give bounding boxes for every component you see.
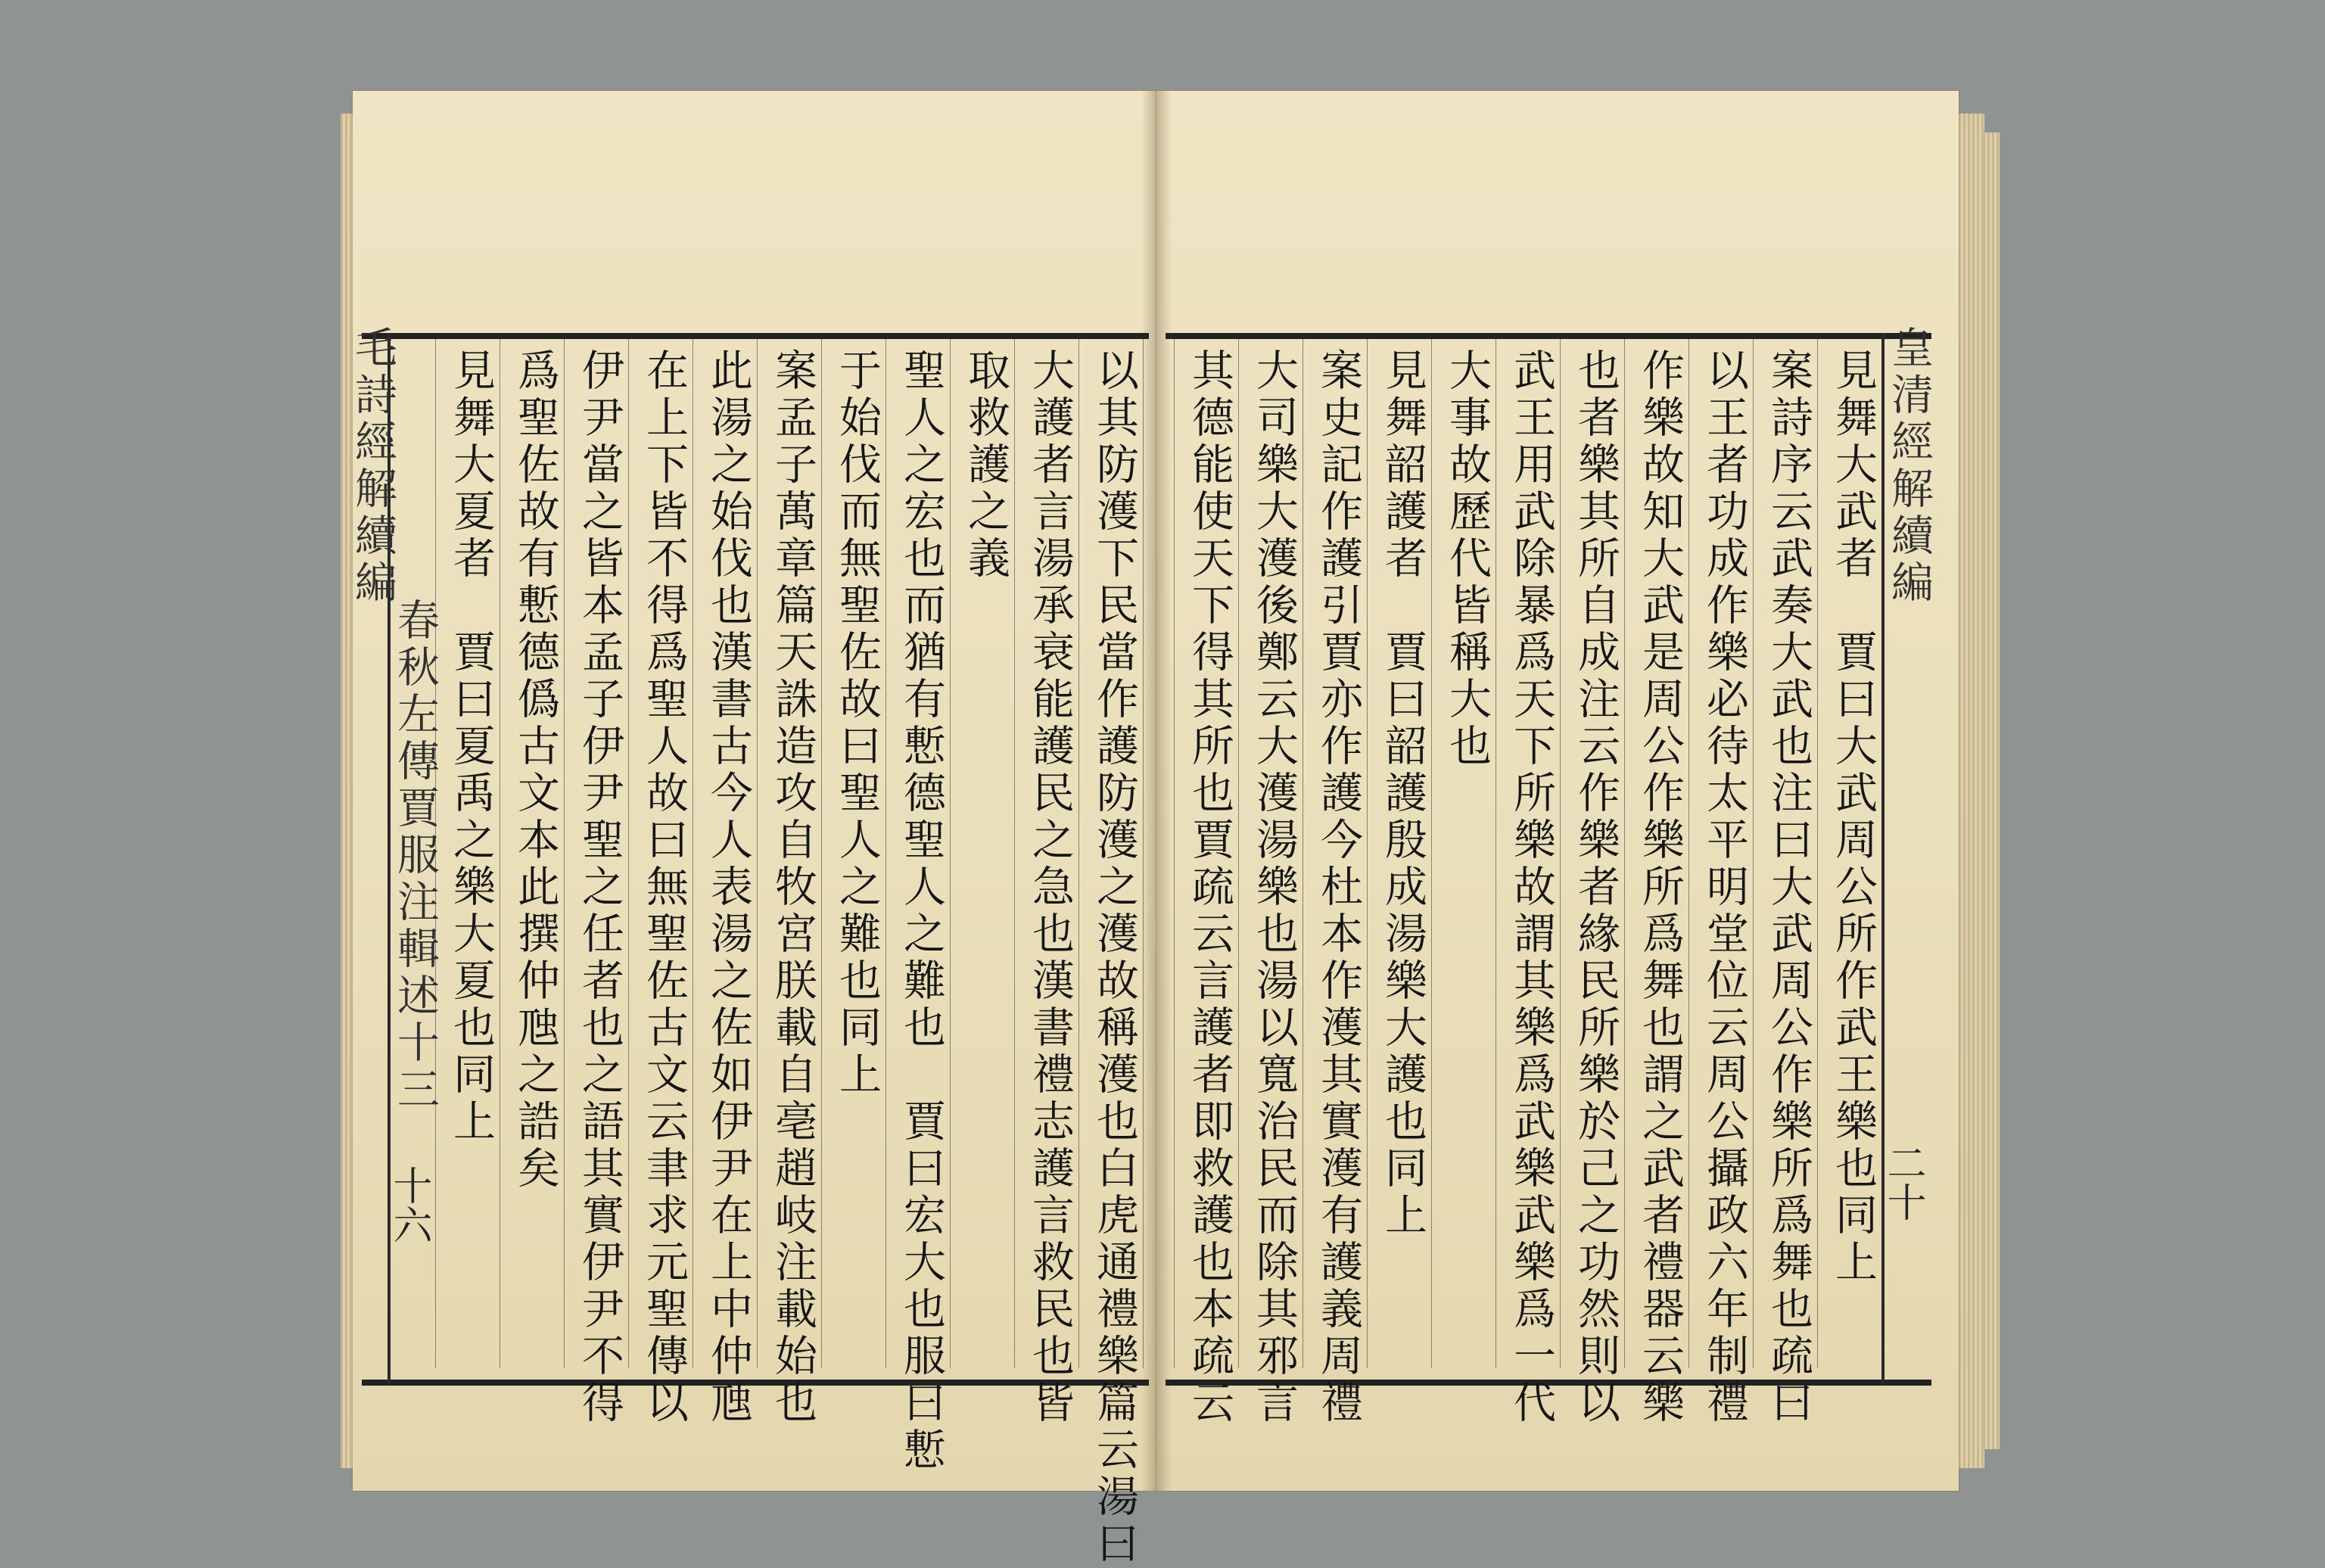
left-text-column: 爲聖佐故有慙德僞古文本此撰仲虺之誥矣 (511, 348, 560, 1193)
left-text-column: 于始伐而無聖佐故曰聖人之難也同上 (833, 348, 882, 1099)
left-margin-chapter-label: 春秋左傳賈服注輯述十三 (391, 598, 440, 1114)
right-text-column: 以王者功成作樂必待太平明堂位云周公攝政六年制禮 (1700, 348, 1749, 1427)
column-rule (757, 339, 758, 1368)
page-stack-edge-right (1959, 114, 1984, 1468)
left-text-column: 伊尹當之皆本孟子伊尹聖之任者也之語其實伊尹不得 (575, 348, 624, 1427)
right-text-column: 見舞大武者 賈曰大武周公所作武王樂也同上 (1829, 348, 1878, 1286)
column-rule (1143, 339, 1144, 1368)
right-text-column: 作樂故知大武是周公作樂所爲舞也謂之武者禮器云樂 (1636, 348, 1685, 1427)
left-text-column: 此湯之始伐也漢書古今人表湯之佐如伊尹在上中仲虺 (704, 348, 753, 1427)
left-text-column: 取救護之義 (961, 348, 1010, 583)
column-rule (1753, 339, 1754, 1368)
column-rule (564, 339, 565, 1368)
left-text-column: 聖人之宏也而猶有慙德聖人之難也 賈曰宏大也服曰慙 (897, 348, 946, 1474)
column-rule (1560, 339, 1561, 1368)
column-rule (1078, 339, 1079, 1368)
column-rule (821, 339, 822, 1368)
column-rule (1238, 339, 1239, 1368)
page-stack-edge-right-inner (1983, 132, 2000, 1449)
right-text-column: 見舞韶護者 賈曰韶護殷成湯樂大護也同上 (1378, 348, 1427, 1240)
right-text-column: 武王用武除暴爲天下所樂故謂其樂爲武樂武樂爲一代 (1507, 348, 1556, 1427)
left-text-column: 案孟子萬章篇天誅造攻自牧宮朕載自亳趙岐注載始也 (768, 348, 817, 1427)
left-page-folio: 十六 (386, 1165, 431, 1244)
left-text-column: 在上下皆不得爲聖人故曰無聖佐古文云聿求元聖傳以 (640, 348, 689, 1427)
right-text-column: 其德能使天下得其所也賈疏云言護者即救護也本疏云 (1185, 348, 1234, 1427)
right-text-column: 大事故歷代皆稱大也 (1443, 348, 1492, 770)
column-rule (1174, 339, 1175, 1368)
left-text-column: 見舞大夏者 賈曰夏禹之樂大夏也同上 (447, 348, 496, 1146)
right-text-column: 也者樂其所自成注云作樂者緣民所樂於己之功然則以 (1571, 348, 1620, 1427)
left-margin-book-title: 毛詩經解續編 (348, 325, 397, 607)
column-rule (1624, 339, 1625, 1368)
column-rule (1014, 339, 1015, 1368)
right-text-column: 大司樂大濩後鄭云大濩湯樂也湯以寬治民而除其邪言 (1250, 348, 1299, 1427)
column-rule (885, 339, 886, 1368)
right-margin-book-title: 皇清經解續編 (1885, 325, 1934, 607)
column-rule (1817, 339, 1818, 1368)
column-rule (950, 339, 951, 1368)
left-text-column: 大護者言湯承衰能護民之急也漢書禮志護言救民也皆 (1026, 348, 1075, 1427)
column-rule (1431, 339, 1432, 1368)
right-text-column: 案史記作護引賈亦作護今杜本作濩其實濩有護義周禮 (1314, 348, 1363, 1427)
right-text-column: 案詩序云武奏大武也注曰大武周公作樂所爲舞也疏曰 (1764, 348, 1813, 1427)
right-page-folio: 二十 (1880, 1143, 1925, 1221)
left-text-column: 以其防濩下民當作護防濩之濩故稱濩也白虎通禮樂篇云湯曰 (1090, 348, 1139, 1568)
column-rule (1367, 339, 1368, 1368)
column-rule (628, 339, 629, 1368)
